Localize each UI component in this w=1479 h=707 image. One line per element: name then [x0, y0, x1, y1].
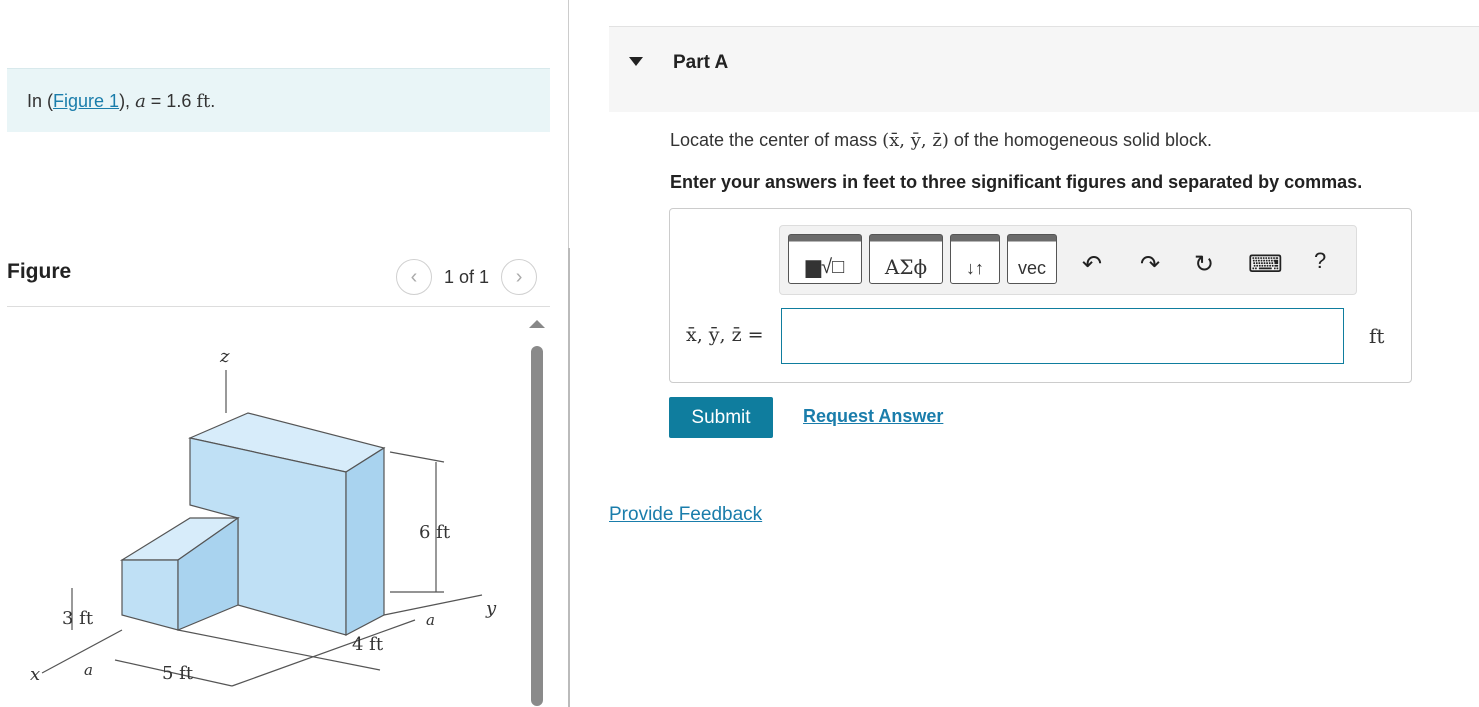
math-toolbar [779, 225, 1357, 295]
x-axis-line [42, 630, 122, 673]
caret-down-icon[interactable] [629, 57, 643, 66]
figure-pager [396, 259, 537, 295]
keyboard-icon[interactable]: ⌨ [1248, 251, 1283, 278]
problem-middle: ), [119, 91, 136, 111]
problem-suffix: . [210, 91, 216, 111]
figure-title: Figure [7, 260, 72, 283]
answer-box [669, 208, 1412, 383]
dim-width-label: 5 ft [162, 663, 194, 684]
dim-small-label: 3 ft [62, 608, 94, 629]
dim-4ft-line [232, 620, 415, 686]
axis-z-label: z [220, 346, 230, 367]
vec-button[interactable]: vec [1007, 234, 1057, 284]
arrows-button[interactable]: ↓↑ [950, 234, 1000, 284]
answer-unit: ft [1369, 324, 1385, 348]
problem-unit: ft [196, 91, 211, 112]
column-divider-accent [568, 248, 570, 707]
answer-input[interactable] [781, 308, 1344, 364]
question-prefix: Locate the center of mass [670, 130, 883, 150]
problem-prefix: In ( [27, 91, 54, 111]
question-math: (x̄, ȳ, z̄) [882, 130, 949, 151]
problem-variable: a [135, 91, 146, 112]
dim-height-label: 6 ft [419, 522, 451, 543]
small-block-front [122, 560, 178, 630]
figure-divider [7, 306, 550, 307]
block-diagram [0, 330, 525, 707]
part-title: Part A [673, 52, 729, 73]
part-header[interactable] [609, 26, 1479, 112]
axis-x-label: x [30, 664, 41, 685]
dim-a2-label: a [426, 611, 435, 629]
dim-depth-label: 4 ft [352, 634, 384, 655]
problem-statement [7, 68, 550, 132]
tall-block-side [346, 448, 384, 635]
submit-button[interactable]: Submit [669, 397, 773, 438]
scroll-up-icon[interactable] [529, 320, 545, 328]
question-text [670, 130, 1212, 151]
instructions: Enter your answers in feet to three significant figures and separated by commas. [670, 172, 1363, 192]
problem-equals: = 1.6 [145, 91, 197, 111]
chevron-right-icon[interactable]: › [501, 259, 537, 295]
redo-icon[interactable]: ↷ [1140, 251, 1161, 278]
undo-icon[interactable]: ↶ [1082, 251, 1103, 278]
page-indicator: 1 of 1 [444, 266, 490, 287]
answer-label: x̄, ȳ, z̄ = [686, 324, 764, 346]
figure-link[interactable]: Figure 1 [53, 91, 120, 111]
question-suffix: of the homogeneous solid block. [948, 130, 1213, 150]
greek-button[interactable]: ΑΣϕ [869, 234, 943, 284]
templates-button[interactable]: ▆√□ [788, 234, 862, 284]
axis-y-label: y [486, 598, 497, 619]
provide-feedback-link[interactable]: Provide Feedback [609, 504, 763, 525]
dim-a1-label: a [84, 661, 93, 679]
figure-scrollbar[interactable] [531, 346, 543, 706]
chevron-left-icon[interactable]: ‹ [396, 259, 432, 295]
reset-icon[interactable]: ↻ [1194, 251, 1215, 278]
help-icon[interactable]: ? [1314, 248, 1327, 273]
request-answer-link[interactable]: Request Answer [803, 406, 944, 426]
